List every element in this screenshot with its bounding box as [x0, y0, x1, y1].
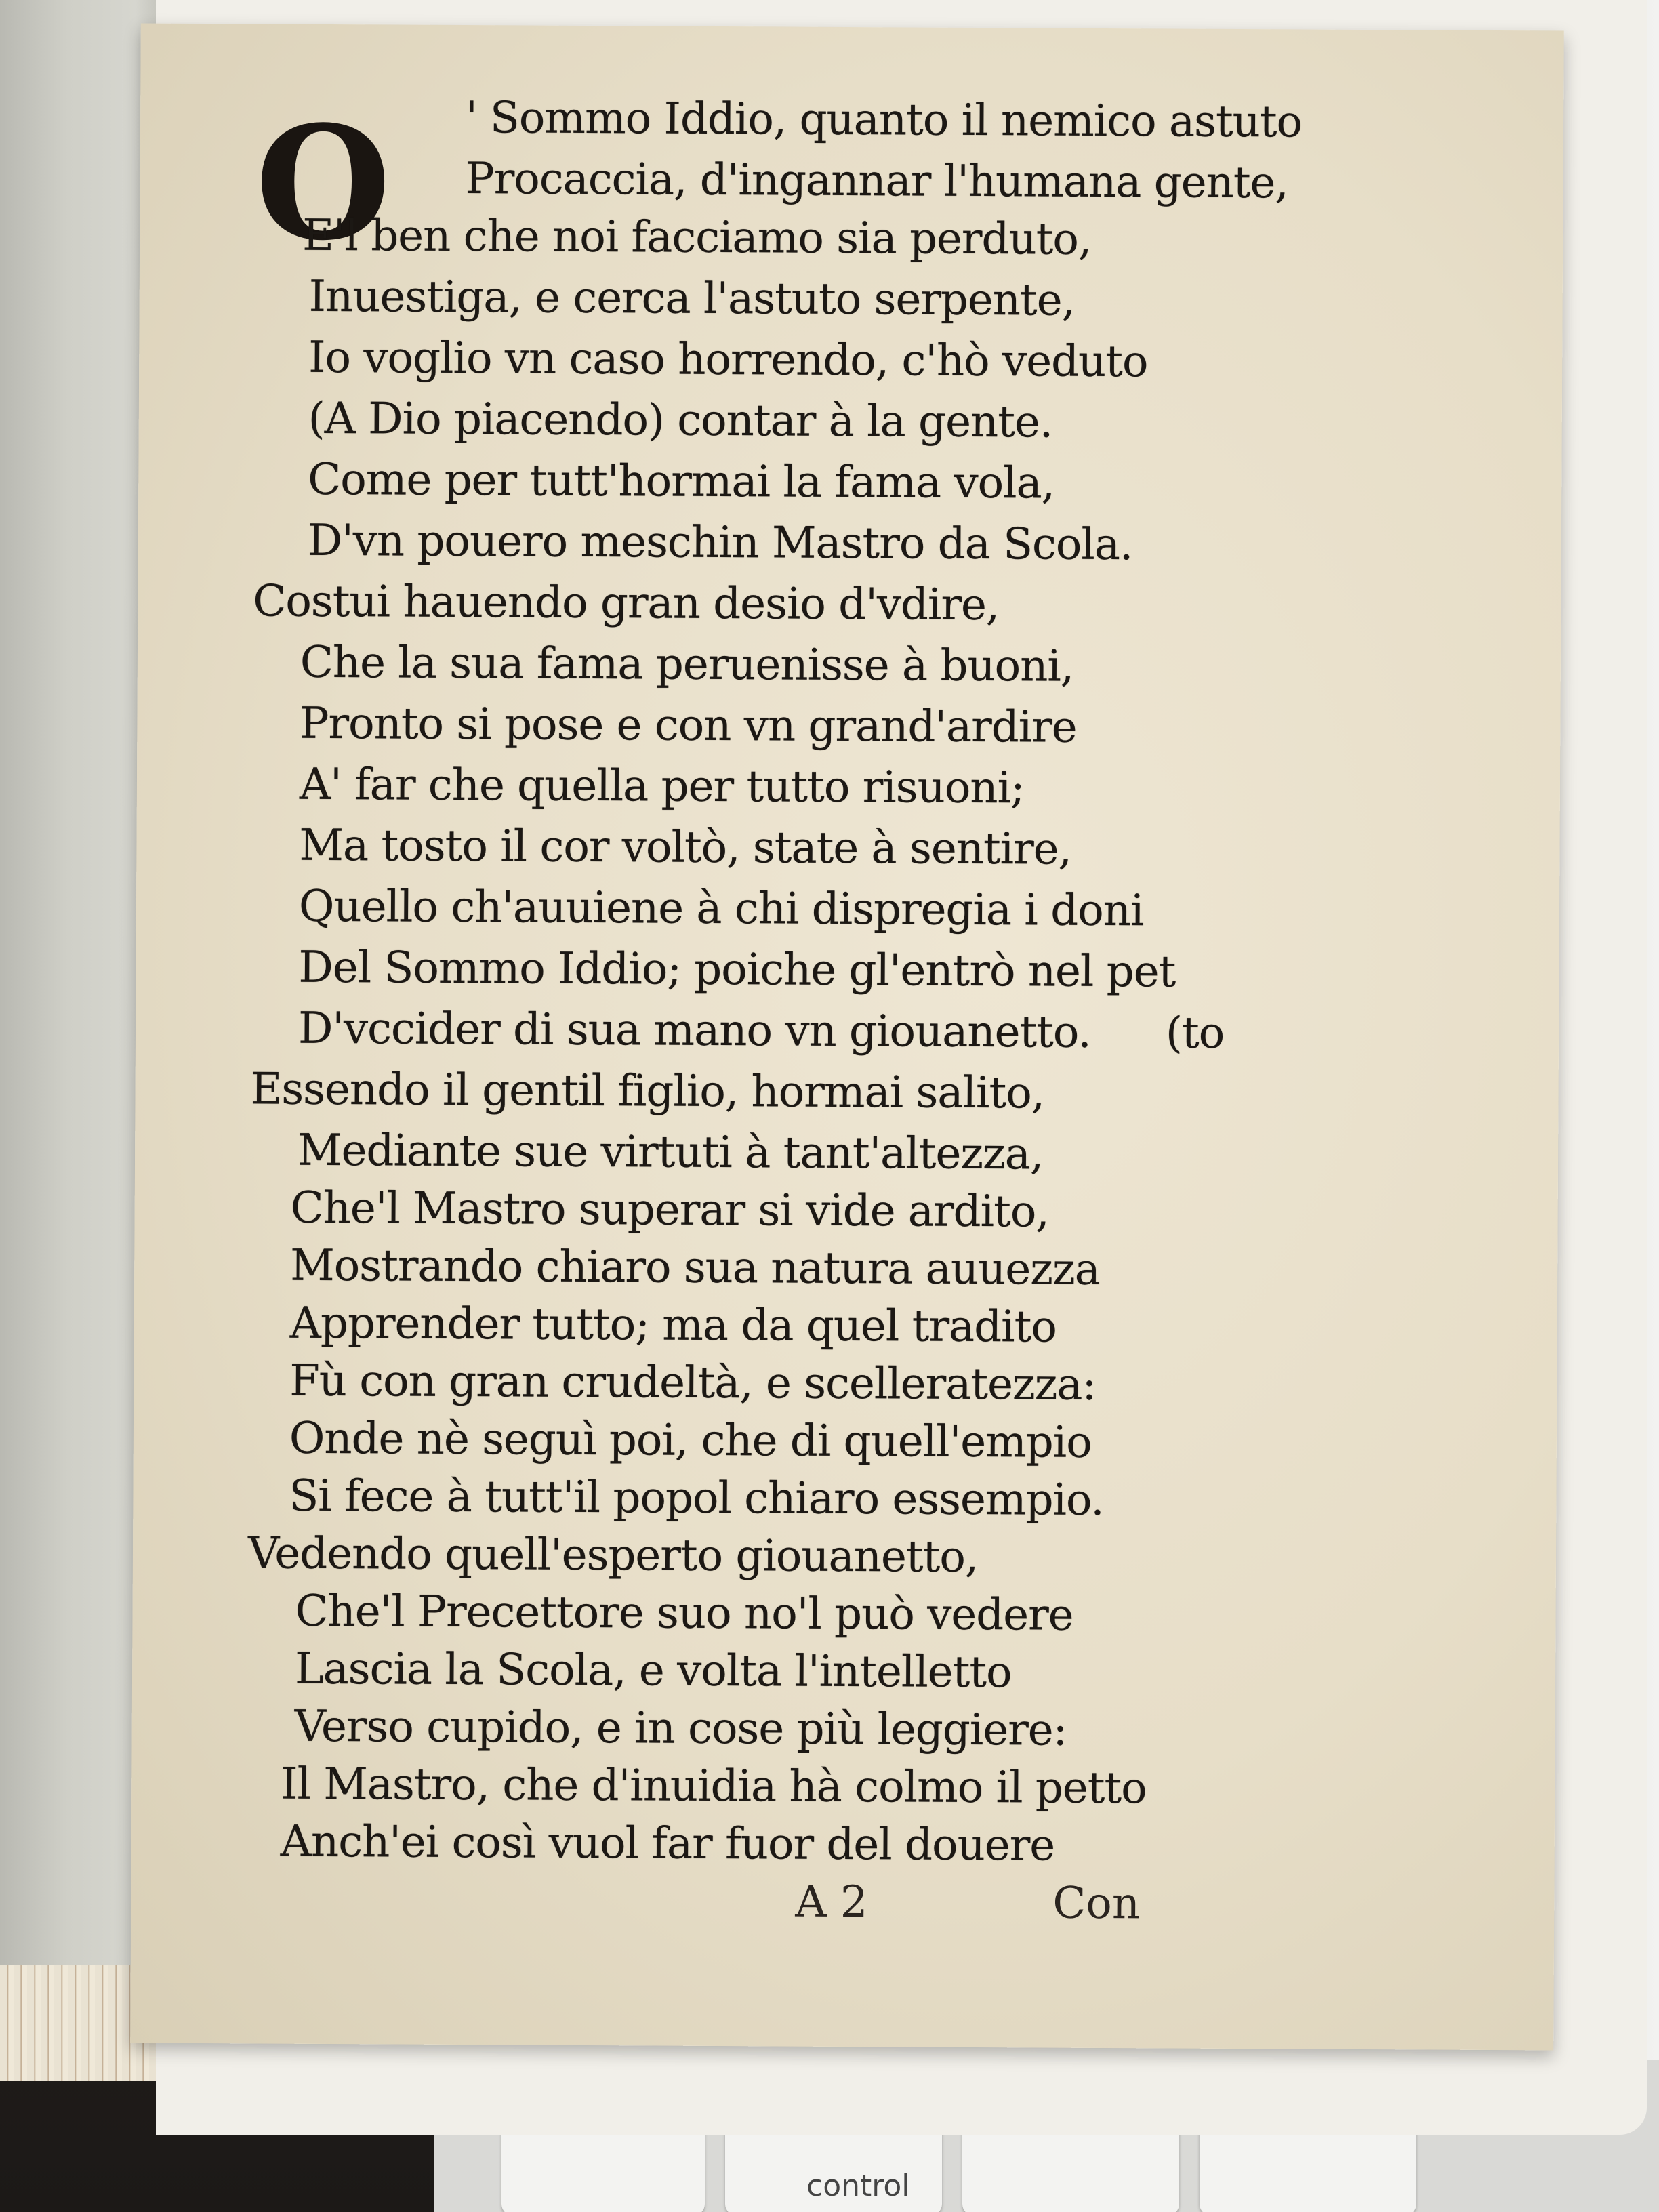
poem-line: A' far che quella per tutto risuoni; — [299, 759, 1025, 814]
poem-line: Che'l Mastro superar si vide ardito, — [290, 1183, 1049, 1237]
poem-line: Io voglio vn caso horrendo, c'hò veduto — [308, 332, 1148, 388]
poem-line: ' Sommo Iddio, quanto il nemico astuto — [465, 93, 1303, 148]
poem-line: Come per tutt'hormai la fama vola, — [308, 454, 1055, 509]
control-key-label: control — [806, 2169, 910, 2203]
poem-line: Che la sua fama peruenisse à buoni, — [300, 637, 1074, 692]
catchword: Con — [1052, 1878, 1141, 1929]
poem-line: Costui hauendo gran desio d'vdire, — [253, 576, 1000, 631]
drop-cap-initial: O — [254, 91, 392, 276]
poem-text — [130, 24, 1564, 2051]
signature-mark: A 2 — [795, 1877, 868, 1928]
poem-line: Anch'ei così vuol far fuor del douere — [280, 1816, 1055, 1871]
poem-line: (A Dio piacendo) contar à la gente. — [308, 393, 1053, 448]
poem-line: Lascia la Scola, e volta l'intelletto — [294, 1643, 1012, 1698]
poem-line: Inuestiga, e cerca l'astuto serpente, — [308, 271, 1076, 326]
poem-line: Ma tosto il cor voltò, state à sentire, — [299, 820, 1072, 875]
poem-line: Verso cupido, e in cose più leggiere: — [294, 1701, 1067, 1756]
poem-line: Onde nè seguì poi, che di quell'empio — [289, 1413, 1092, 1468]
poem-line: Apprender tutto; ma da quel tradito — [289, 1298, 1057, 1353]
poem-line: Il Mastro, che d'inuidia hà colmo il petto — [281, 1759, 1147, 1814]
poem-line: Che'l Precettore suo no'l può vedere — [295, 1586, 1073, 1641]
poem-line: D'vccider di sua mano vn giouanetto. — [298, 1003, 1091, 1058]
poem-line: Pronto si pose e con vn grand'ardire — [300, 698, 1077, 753]
poem-line: Fù con gran crudeltà, e scelleratezza: — [289, 1355, 1097, 1410]
poem-line: Procaccia, d'ingannar l'humana gente, — [465, 154, 1288, 209]
printed-page — [130, 24, 1564, 2051]
poem-line: Mediante sue virtuti à tant'altezza, — [297, 1125, 1044, 1180]
poem-line: Vedendo quell'esperto giouanetto, — [247, 1528, 979, 1583]
poem-line: Mostrando chiaro sua natura auuezza — [290, 1240, 1101, 1295]
poem-line: Quello ch'auuiene à chi dispregia i doni — [298, 881, 1144, 937]
poem-line-turnover: (to — [1165, 1008, 1225, 1059]
poem-line: E'l ben che noi facciamo sia perduto, — [302, 210, 1092, 265]
poem-line: Del Sommo Iddio; poiche gl'entrò nel pet — [298, 942, 1176, 998]
poem-line: D'vn pouero meschin Mastro da Scola. — [307, 515, 1133, 571]
poem-line: Si fece à tutt'il popol chiaro essempio. — [289, 1471, 1104, 1525]
poem-line: Essendo il gentil figlio, hormai salito, — [250, 1064, 1045, 1119]
